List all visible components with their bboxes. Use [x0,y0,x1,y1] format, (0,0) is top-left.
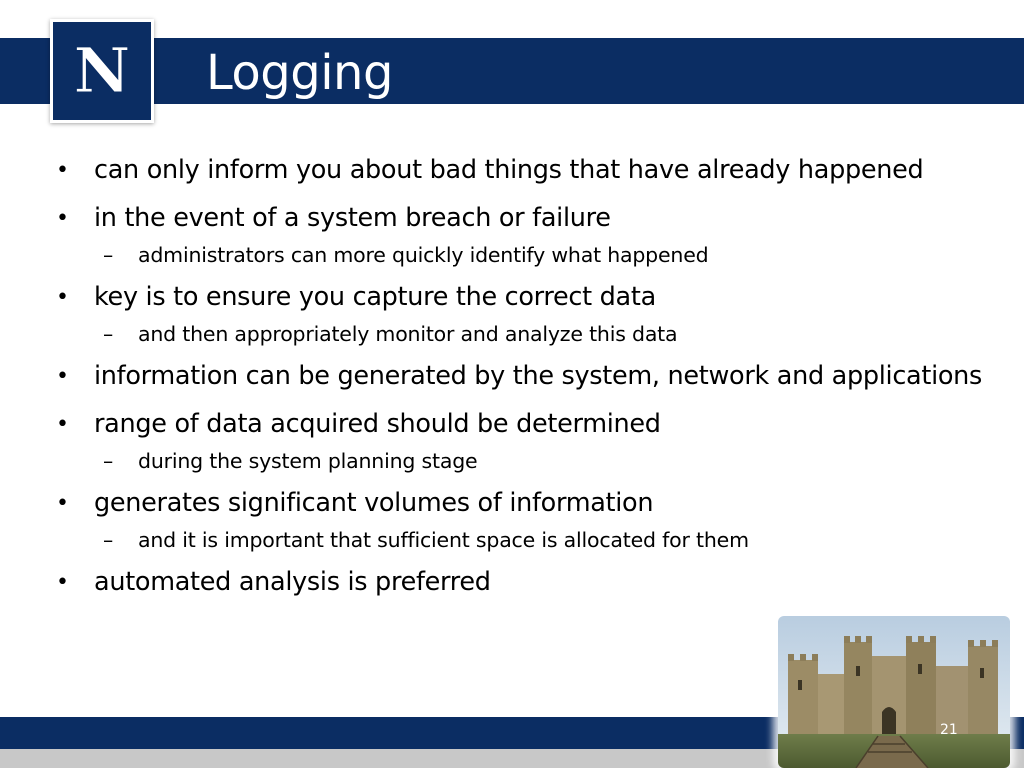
bullet-dot-icon: • [56,285,69,310]
castle-photo-icon [778,616,1010,768]
sub-bullet-dash-icon: – [103,322,114,346]
bullet-text: range of data acquired should be determined [94,409,661,439]
sub-bullet-item [56,447,1016,476]
bullet-dot-icon: • [56,412,69,437]
bullet-text: generates significant volumes of information [94,488,654,518]
page-number: 21 [940,722,958,738]
bullet-item [56,277,1016,318]
bullet-item [56,483,1016,524]
sub-bullet-text: during the system planning stage [138,449,478,473]
sub-bullet-text: and then appropriately monitor and analyze this data [138,322,678,346]
bullet-dot-icon: • [56,491,69,516]
sub-bullet-item [56,320,1016,349]
sub-bullet-text: and it is important that sufficient space is allocated for them [138,528,749,552]
bullet-text: key is to ensure you capture the correct data [94,282,656,312]
sub-bullet-dash-icon: – [103,243,114,267]
university-logo [50,19,154,123]
bullet-text: automated analysis is preferred [94,567,491,597]
sub-bullet-text: administrators can more quickly identify what happened [138,243,709,267]
bullet-item [56,562,1016,603]
slide-title: Logging [206,45,393,101]
n-logo-icon [53,22,151,120]
logo-letter: N [73,34,131,107]
castle-photo [778,616,1010,768]
sub-bullet-dash-icon: – [103,449,114,473]
bullet-dot-icon: • [56,206,69,231]
bullet-item [56,404,1016,445]
sub-bullet-dash-icon: – [103,528,114,552]
bullet-dot-icon: • [56,158,69,183]
bullet-list [56,150,1016,603]
bullet-text: information can be generated by the system, network and applications [94,361,983,391]
bullet-dot-icon: • [56,364,69,389]
bullet-dot-icon: • [56,570,69,595]
bullet-item [56,356,1016,397]
bullet-text: in the event of a system breach or failure [94,203,611,233]
bullet-text: can only inform you about bad things that have already happened [94,155,924,185]
sub-bullet-item [56,241,1016,270]
bullet-item [56,150,1016,191]
bullet-item [56,198,1016,239]
sub-bullet-item [56,526,1016,555]
